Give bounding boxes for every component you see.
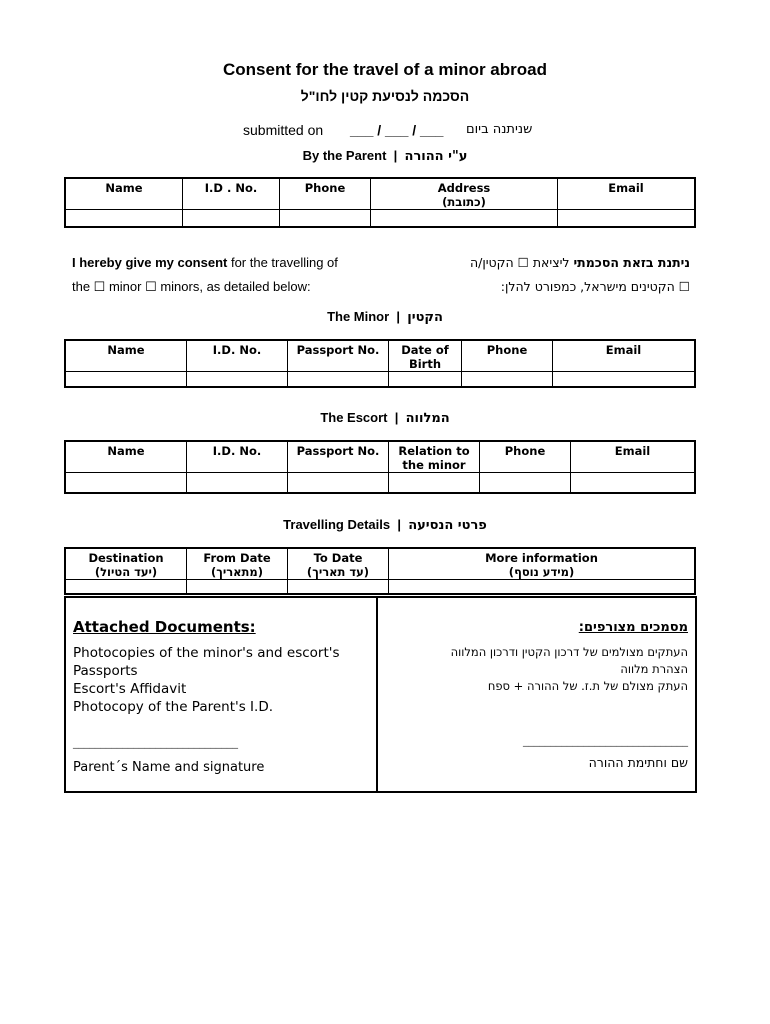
escort-heading-en: The Escort bbox=[320, 410, 388, 425]
consent-he-line-2: ☐ הקטינים מישראל, כמפורט להלן: bbox=[500, 279, 690, 294]
minor-passport-cell[interactable] bbox=[288, 372, 389, 387]
minor-col-passport: Passport No. bbox=[288, 340, 389, 372]
attached-item: Photocopies of the minor's and escort's bbox=[73, 645, 340, 661]
minor-col-name: Name bbox=[65, 340, 187, 372]
travel-col-from-en: From Date bbox=[203, 551, 271, 565]
page-title-hebrew: הסכמה לנסיעת קטין לחו"ל bbox=[300, 88, 470, 104]
minor-heading bbox=[0, 309, 770, 325]
travel-col-from-he: (מתאריך) bbox=[210, 565, 264, 579]
travel-from-cell[interactable] bbox=[187, 580, 288, 594]
minor-dob-cell[interactable] bbox=[389, 372, 462, 387]
heading-separator: | bbox=[397, 517, 401, 532]
signature-line[interactable]: ______________________________ bbox=[73, 736, 238, 749]
travel-col-from bbox=[187, 548, 288, 580]
attached-heading-he: מסמכים מצורפים: bbox=[578, 620, 688, 635]
minor-col-id: I.D. No. bbox=[187, 340, 288, 372]
consent-line-1-rest: for the travelling of bbox=[227, 255, 338, 270]
parent-col-phone: Phone bbox=[280, 178, 371, 210]
attached-item-he: העתקים מצולמים של דרכון הקטין ודרכון המלווה bbox=[450, 645, 688, 659]
travel-col-to-he: (עד תאריך) bbox=[306, 565, 370, 579]
minor-email-cell[interactable] bbox=[553, 372, 696, 387]
heading-separator: | bbox=[396, 309, 401, 324]
heading-separator: | bbox=[394, 410, 399, 425]
travel-heading bbox=[0, 517, 770, 533]
escort-col-relation: Relation to the minor bbox=[389, 441, 480, 473]
attached-item: Photocopy of the Parent's I.D. bbox=[73, 699, 274, 715]
attached-heading: Attached Documents: bbox=[73, 618, 256, 636]
travel-heading-he: פרטי הנסיעה bbox=[408, 518, 487, 533]
escort-col-passport: Passport No. bbox=[288, 441, 389, 473]
travel-col-more bbox=[389, 548, 696, 580]
consent-he-bold: ניתנת בזאת הסכמתי bbox=[573, 255, 690, 270]
page-title: Consent for the travel of a minor abroad bbox=[223, 60, 547, 79]
parent-address-cell[interactable] bbox=[371, 210, 558, 227]
parent-heading-en: By the Parent bbox=[302, 148, 387, 163]
travel-col-more-en: More information bbox=[485, 551, 598, 565]
parent-col-address bbox=[371, 178, 558, 210]
escort-heading-he: המלווה bbox=[405, 411, 450, 426]
escort-relation-cell[interactable] bbox=[389, 473, 480, 493]
attached-item-he: העתק מצולם של ת.ז. של ההורה + ספח bbox=[487, 679, 688, 693]
escort-col-phone: Phone bbox=[480, 441, 571, 473]
attached-item: Escort's Affidavit bbox=[73, 681, 187, 697]
escort-passport-cell[interactable] bbox=[288, 473, 389, 493]
signature-label: Parent´s Name and signature bbox=[73, 760, 265, 775]
parent-id-cell[interactable] bbox=[183, 210, 280, 227]
consent-bold: I hereby give my consent bbox=[72, 255, 228, 270]
parent-heading-he: ע"י ההורה bbox=[404, 149, 468, 164]
signature-line-he[interactable]: ______________________________ bbox=[523, 734, 688, 747]
minor-table bbox=[64, 339, 696, 388]
escort-col-id: I.D. No. bbox=[187, 441, 288, 473]
consent-he-line-1-rest: ליציאת ☐ הקטין/ה bbox=[469, 255, 574, 270]
attached-item-he: הצהרת מלווה bbox=[620, 662, 688, 676]
attached-item: Passports bbox=[73, 663, 138, 679]
minor-col-phone: Phone bbox=[462, 340, 553, 372]
parent-col-id: I.D . No. bbox=[183, 178, 280, 210]
submitted-label-hebrew: שניתנה ביום bbox=[466, 122, 533, 137]
minor-heading-he: הקטין bbox=[407, 310, 443, 325]
attached-list-he bbox=[451, 644, 688, 695]
submitted-date-field[interactable]: ___ / ___ / ___ bbox=[350, 122, 444, 138]
escort-email-cell[interactable] bbox=[571, 473, 696, 493]
parent-col-email: Email bbox=[558, 178, 696, 210]
minor-id-cell[interactable] bbox=[187, 372, 288, 387]
parent-table bbox=[64, 177, 696, 228]
escort-table bbox=[64, 440, 696, 494]
parent-email-cell[interactable] bbox=[558, 210, 696, 227]
travel-heading-en: Travelling Details bbox=[283, 517, 391, 532]
escort-name-cell[interactable] bbox=[65, 473, 187, 493]
minor-phone-cell[interactable] bbox=[462, 372, 553, 387]
minor-col-dob: Date of Birth bbox=[389, 340, 462, 372]
escort-heading bbox=[0, 410, 770, 426]
travel-more-cell[interactable] bbox=[389, 580, 696, 594]
travel-col-destination-en: Destination bbox=[88, 551, 164, 565]
parent-col-address-en: Address bbox=[437, 181, 491, 195]
attached-list bbox=[73, 644, 340, 716]
submitted-label: submitted on bbox=[243, 122, 324, 138]
travel-table bbox=[64, 547, 696, 595]
travel-col-destination-he: (יעד הטיול) bbox=[94, 565, 158, 579]
consent-line-1 bbox=[72, 255, 338, 270]
travel-col-destination bbox=[65, 548, 187, 580]
parent-name-cell[interactable] bbox=[65, 210, 183, 227]
parent-phone-cell[interactable] bbox=[280, 210, 371, 227]
consent-he-line-1 bbox=[470, 255, 690, 270]
escort-id-cell[interactable] bbox=[187, 473, 288, 493]
travel-col-more-he: (מידע נוסף) bbox=[508, 565, 575, 579]
parent-col-name: Name bbox=[65, 178, 183, 210]
docs-divider bbox=[376, 598, 378, 791]
travel-col-to-en: To Date bbox=[313, 551, 363, 565]
attached-documents-box bbox=[64, 596, 697, 793]
escort-col-email: Email bbox=[571, 441, 696, 473]
minor-col-email: Email bbox=[553, 340, 696, 372]
parent-col-address-he: (כתובת) bbox=[442, 195, 486, 209]
escort-col-name: Name bbox=[65, 441, 187, 473]
consent-line-2: the ☐ minor ☐ minors, as detailed below: bbox=[72, 279, 311, 294]
escort-phone-cell[interactable] bbox=[480, 473, 571, 493]
travel-destination-cell[interactable] bbox=[65, 580, 187, 594]
minor-name-cell[interactable] bbox=[65, 372, 187, 387]
travel-to-cell[interactable] bbox=[288, 580, 389, 594]
parent-heading bbox=[0, 148, 770, 164]
heading-separator: | bbox=[393, 148, 398, 163]
signature-label-he: שם וחתימת ההורה bbox=[588, 755, 688, 770]
minor-heading-en: The Minor bbox=[327, 309, 390, 324]
travel-col-to bbox=[288, 548, 389, 580]
